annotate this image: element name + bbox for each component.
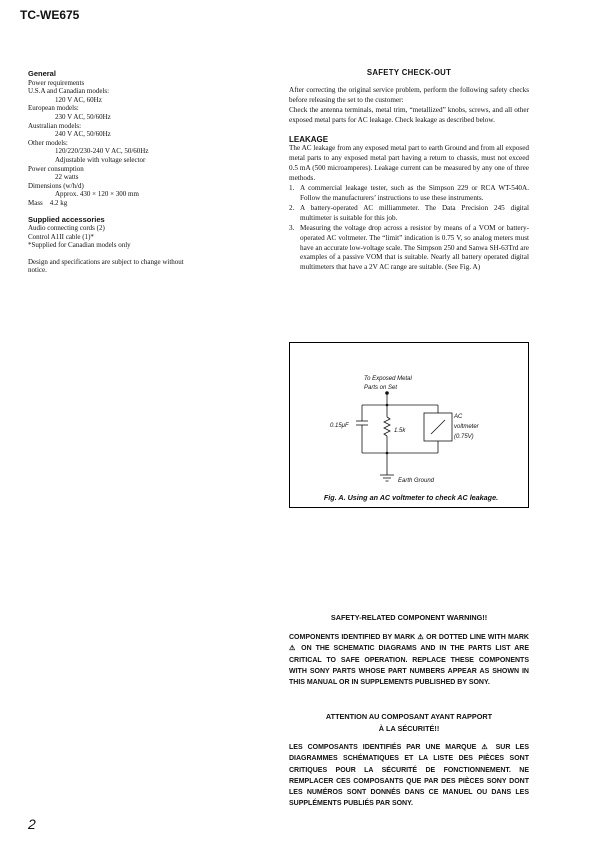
meter-label-line-1: AC bbox=[454, 414, 463, 420]
page-number: 2 bbox=[28, 816, 36, 832]
au-models-label: Australian models: bbox=[28, 121, 82, 130]
meter-label-line-2: voltmeter bbox=[454, 424, 479, 430]
power-consumption-value: 22 watts bbox=[55, 173, 79, 182]
safety-intro-1: After correcting the original service problem, perform the following safety checks before releasing the set to the customer: bbox=[289, 85, 529, 104]
us-models-value: 120 V AC, 60Hz bbox=[55, 95, 102, 104]
list-number: 3. bbox=[289, 223, 295, 232]
safety-title: SAFETY CHECK-OUT bbox=[366, 68, 452, 77]
meter-label-line-3: (0.75V) bbox=[454, 434, 474, 440]
mass-label: Mass bbox=[28, 198, 43, 207]
warning-fr-title-1: ATTENTION AU COMPOSANT AYANT RAPPORT bbox=[325, 712, 493, 721]
au-models-value: 240 V AC, 50/60Hz bbox=[55, 130, 111, 139]
junction-dot bbox=[386, 452, 389, 455]
figure-caption: Fig. A. Using an AC voltmeter to check AC leakage. bbox=[323, 493, 499, 502]
dimensions-value: Approx. 430 × 120 × 300 mm bbox=[55, 190, 139, 199]
resistor-symbol bbox=[384, 417, 390, 436]
list-text: A commercial leakage tester, such as the Simpson 229 or RCA WT-540A. Follow the manufacturers’ instructions to use these instruments. bbox=[300, 184, 529, 202]
figure-a bbox=[289, 342, 529, 508]
document-model-title: TC-WE675 bbox=[20, 8, 80, 22]
list-item bbox=[289, 224, 529, 274]
junction-dot bbox=[386, 404, 389, 407]
warning-fr-body: LES COMPOSANTS IDENTIFIÉS PAR UNE MARQUE ⚠ SUR LES DIAGRAMMES SCHÉMATIQUES ET LA LISTE DES PIÈCES SONT CRITIQUES POUR LA SÉCURITÉ DE FONCTIONNEMENT. NE REMPLACER CES COMPOSANTS QUE PAR DES PIÈCES SONY DONT LES NUMÉROS SONT DONNÉS DANS CE MANUEL OU DANS LES SUPPLÉMENTS PUBLIÉS PAR SONY. bbox=[289, 744, 529, 808]
capacitor-label: 0.15μF bbox=[330, 423, 349, 429]
method-list bbox=[289, 184, 529, 273]
top-label-line-1: To Exposed Metal bbox=[364, 376, 412, 382]
other-models-note: Adjustable with voltage selector bbox=[55, 155, 146, 164]
safety-intro-2: Check the antenna terminals, metal trim, “metallized” knobs, screws, and all other exposed metal parts for AC leakage. Check leakage as described below. bbox=[289, 105, 529, 124]
other-models-label: Other models: bbox=[28, 138, 68, 147]
us-models-label: U.S.A and Canadian models: bbox=[28, 87, 110, 96]
ground-label: Earth Ground bbox=[398, 478, 435, 484]
leakage-text: The AC leakage from any exposed metal part to earth Ground and from all exposed metal parts to any exposed metal part having a return to chassis, must not exceed 0.5 mA (500 microamperes). Leakage current can be measured by any one of three methods. bbox=[289, 144, 529, 183]
dimensions-label: Dimensions (w/h/d) bbox=[28, 181, 84, 190]
resistor-label: 1.5k bbox=[394, 428, 406, 434]
list-text: Measuring the voltage drop across a resistor by means of a VOM or battery-operated AC voltmeter. The “limit” indication is 0.75 V, so analog meters must have an accurate low-voltage scale. The Simpson 250 and Sanwa SH-63Trd are examples of a passive VOM that is suitable. Nearly all battery operated digital multimeters that have a 2V AC range are suitable. (See Fig. A) bbox=[300, 223, 529, 272]
leakage-circuit-diagram bbox=[290, 343, 530, 509]
list-number: 1. bbox=[289, 184, 295, 193]
list-item bbox=[289, 204, 529, 224]
accessory-item: Audio connecting cords (2) bbox=[28, 224, 105, 233]
list-item bbox=[289, 184, 529, 204]
other-models-value: 120/220/230-240 V AC, 50/60Hz bbox=[55, 147, 149, 156]
mass-value: 4.2 kg bbox=[49, 198, 68, 207]
warning-en-title: SAFETY-RELATED COMPONENT WARNING!! bbox=[330, 613, 488, 622]
probe-terminal bbox=[386, 392, 389, 395]
eu-models-label: European models: bbox=[28, 104, 79, 113]
leakage-heading: LEAKAGE bbox=[289, 134, 329, 144]
spec-disclaimer: Design and specifications are subject to change without notice. bbox=[28, 257, 184, 275]
accessories-heading: Supplied accessories bbox=[28, 214, 105, 224]
power-requirements-label: Power requirements bbox=[28, 78, 85, 87]
warning-en-body: COMPONENTS IDENTIFIED BY MARK ⚠ OR DOTTED LINE WITH MARK ⚠ ON THE SCHEMATIC DIAGRAMS AND IN THE PARTS LIST ARE CRITICAL TO SAFE OPERATION. REPLACE THESE COMPONENTS WITH SONY PARTS WHOSE PART NUMBERS APPEAR AS SHOWN IN THIS MANUAL OR IN SUPPLEMENTS PUBLISHED BY SONY. bbox=[289, 634, 529, 687]
accessory-note: *Supplied for Canadian models only bbox=[28, 241, 131, 250]
accessory-item: Control A1II cable (1)* bbox=[28, 232, 94, 241]
list-number: 2. bbox=[289, 203, 295, 212]
general-heading: General bbox=[28, 69, 56, 78]
voltmeter-needle bbox=[431, 420, 445, 434]
list-text: A battery-operated AC milliammeter. The Data Precision 245 digital multimeter is suitable for this job. bbox=[300, 203, 529, 222]
top-label-line-2: Parts on Set bbox=[364, 385, 398, 391]
eu-models-value: 230 V AC, 50/60Hz bbox=[55, 112, 111, 121]
mass-row bbox=[28, 199, 228, 208]
specifications-column bbox=[28, 70, 228, 275]
warning-fr-title-2: À LA SÉCURITÉ!! bbox=[378, 724, 440, 733]
power-consumption-label: Power consumption bbox=[28, 164, 84, 173]
safety-column bbox=[289, 68, 529, 273]
